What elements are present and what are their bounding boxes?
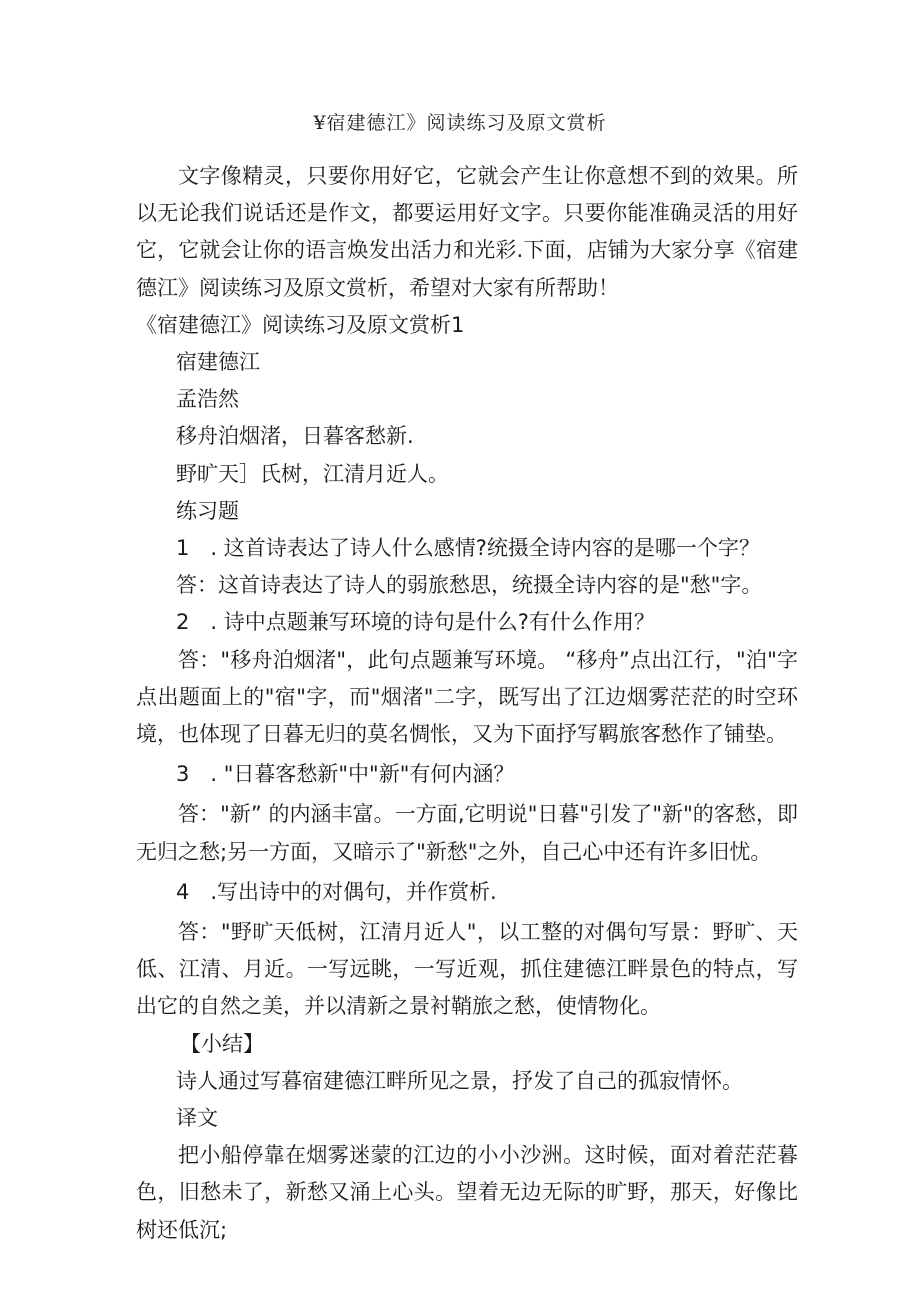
summary-label: 【小结】 [180,1031,264,1056]
intro-paragraph: 文字像精灵，只要你用好它，它就会产生让你意想不到的效果。所以无论我们说话还是作文，都要运用好文字。只要你能准确灵活的用好它，它就会让你的语言焕发出活力和光彩.下面，店铺为大家分享《宿建德江》阅读练习及原文赏析，希望对大家有所帮助！ [136,164,798,300]
answer-1: 答：这首诗表达了诗人的弱旅愁思，统摄全诗内容的是"愁"字。 [176,573,763,598]
section-heading: 《宿建德江》阅读练习及原文赏析1 [136,312,465,337]
answer-4: 答："野旷天低树，江清月近人"，以工整的对偶句写景：野旷、天低、江清、月近。一写远眺，一写近观，抓住建德江畔景色的特点，写出它的自然之美，并以清新之景衬鞘旅之愁，使情物化。 [136,920,798,1019]
poem-line-2: 野旷天］氏树，江清月近人。 [176,461,449,486]
translation-label: 译文 [176,1106,218,1131]
translation-text: 把小船停靠在烟雾迷蒙的江边的小小沙洲。这时候，面对着茫茫暮色，旧愁未了，新愁又涌上心头。望着无边无际的旷野，那天，好像比树还低沉; [136,1143,798,1242]
poem-title: 宿建德江 [176,350,260,375]
document-title: ¥宿建德江》阅读练习及原文赏析 [313,112,607,134]
poem-author: 孟浩然 [176,387,239,412]
question-4: 4 .写出诗中的对偶句，并作赏析. [176,879,497,904]
exercises-label: 练习题 [176,498,239,523]
summary-text: 诗人通过写暮宿建德江畔所见之景，抒发了自己的孤寂情怀。 [176,1068,743,1093]
question-1: 1 . 这首诗表达了诗人什么感情?统摄全诗内容的是哪一个字？ [176,536,760,561]
answer-3: 答："新” 的内涵丰富。一方面,它明说"日暮"引发了"新"的客愁，即无归之愁;另一方面，又暗示了"新愁"之外，自己心中还有许多旧忧。 [136,802,798,864]
poem-line-1: 移舟泊烟渚，日暮客愁新. [176,424,414,449]
question-2: 2 . 诗中点题兼写环境的诗句是什么?有什么作用？ [176,610,655,635]
question-3: 3 . "日暮客愁新"中"新"有何内涵？ [176,762,515,787]
document-body [136,158,798,1249]
answer-2: 答："移舟泊烟渚"，此句点题兼写环境。 “移舟”点出江行，"泊"字点出题面上的"宿"字，而"烟渚"二字，既写出了江边烟雾茫茫的时空环境，也体现了日暮无归的莫名惆怅，又为下面抒写羁旅客愁作了铺垫。 [136,647,798,747]
